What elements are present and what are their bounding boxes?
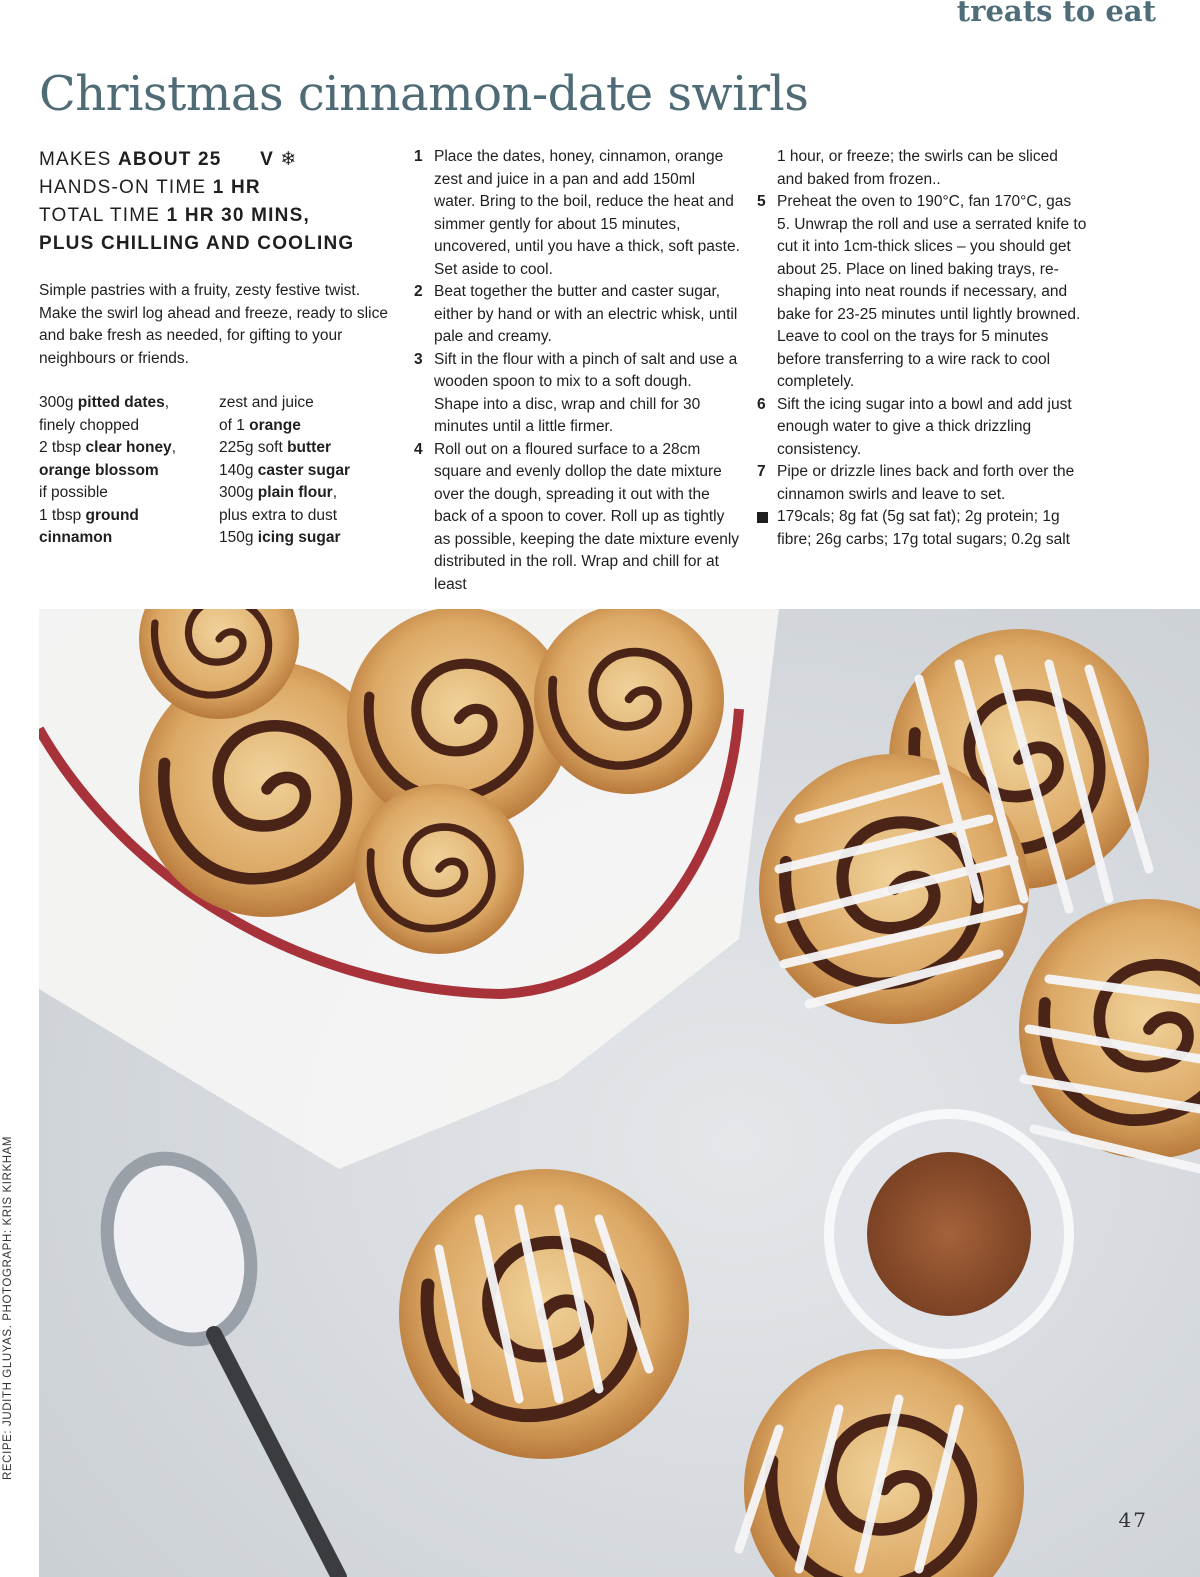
ingredient-name: orange blossom xyxy=(39,461,159,479)
ingredients-column-1 xyxy=(39,392,219,550)
ingredient-cinnamon xyxy=(39,505,219,528)
ingredient-note: finely chopped xyxy=(39,416,139,434)
makes-label: MAKES xyxy=(39,149,112,170)
ingredient-amount: 300g xyxy=(39,394,78,411)
total-time-line-2 xyxy=(39,230,409,258)
ingredient-name: butter xyxy=(287,439,331,456)
method-step-7 xyxy=(757,461,1087,506)
step-number: 5 xyxy=(757,193,766,210)
total-time-label: TOTAL TIME xyxy=(39,205,161,226)
ingredient-amount: 300g xyxy=(219,484,258,501)
ingredient-name: caster sugar xyxy=(257,461,350,479)
ingredient-note: zest and juice xyxy=(219,394,314,411)
ingredient-amount: 1 tbsp xyxy=(39,506,86,524)
ingredient-orange xyxy=(219,415,399,438)
ingredient-dates xyxy=(39,392,219,415)
hands-on-value: 1 HR xyxy=(212,177,261,198)
makes-line xyxy=(39,146,409,174)
page-number: 47 xyxy=(1118,1508,1148,1532)
method-step-2 xyxy=(414,281,740,349)
ingredients-list xyxy=(39,392,399,550)
ingredient-amount: 2 tbsp xyxy=(39,439,86,456)
recipe-intro: Simple pastries with a fruity, zesty festive twist. Make the swirl log ahead and freeze, ready to slice and bake fresh as needed, for gifting to your neighbours or friends. xyxy=(39,282,388,367)
method-step-4 xyxy=(414,439,740,597)
ingredient-amount: of 1 xyxy=(219,416,250,434)
step-text: Sift the icing sugar into a bowl and add just enough water to give a thick drizzling consistency. xyxy=(777,395,1072,458)
ingredient-name: pitted dates xyxy=(77,394,165,411)
method-column-1 xyxy=(414,146,740,596)
step-number: 3 xyxy=(414,350,423,368)
ingredient-note: if possible xyxy=(39,484,108,501)
method-step-1 xyxy=(414,146,740,281)
ingredient-honey xyxy=(39,437,219,460)
ingredient-name: clear honey xyxy=(85,439,172,456)
step-number: 6 xyxy=(757,395,766,413)
step-text: Beat together the butter and caster sugar, either by hand or with an electric whisk, until pale and creamy. xyxy=(434,283,738,345)
step-number: 7 xyxy=(757,463,766,480)
step-text: 1 hour, or freeze; the swirls can be sliced and baked from frozen.. xyxy=(777,148,1058,188)
total-time-extra: PLUS CHILLING AND COOLING xyxy=(39,233,355,254)
photo-credit: RECIPE: JUDITH GLUYAS. PHOTOGRAPH: KRIS KIRKHAM xyxy=(2,1135,14,1480)
step-number: 2 xyxy=(414,283,423,300)
nutrition-text: 179cals; 8g fat (5g sat fat); 2g protein; 1g fibre; 26g carbs; 17g total sugars; 0.2g salt xyxy=(777,508,1070,548)
ingredient-flour xyxy=(219,482,399,505)
step-number: 1 xyxy=(414,148,423,165)
ingredients-column-2 xyxy=(219,392,399,550)
ingredient-sugar xyxy=(219,460,399,483)
ingredient-note: plus extra to dust xyxy=(219,506,338,524)
method-column-2 xyxy=(757,146,1087,551)
step-text: Sift in the flour with a pinch of salt and use a wooden spoon to mix to a soft dough. Shape into a disc, wrap and chill for 30 minutes until a little firmer. xyxy=(434,350,738,435)
step-text: Roll out on a floured surface to a 28cm square and evenly dollop the date mixture over the dough, spreading it out with the back of a spoon to cover. Roll up as tightly as possible, keeping the date mixture evenly distributed in the roll. Wrap and chill for at least xyxy=(434,440,740,593)
step-text: Place the dates, honey, cinnamon, orange zest and juice in a pan and add 150ml water. Bring to the boil, reduce the heat and simmer gently for about 15 minutes, uncovered, until you have a thick, soft paste. Set aside to cool. xyxy=(434,148,740,278)
hands-on-label: HANDS-ON TIME xyxy=(39,177,207,198)
total-time-value: 1 HR 30 MINS, xyxy=(166,205,310,226)
nutrition-info xyxy=(757,506,1087,551)
method-step-3 xyxy=(414,349,740,439)
ingredient-amount: 140g xyxy=(219,461,258,479)
ingredient-name: plain flour xyxy=(257,484,333,501)
vegetarian-freezable-badge: V ❄ xyxy=(260,149,298,170)
ingredient-name: cinnamon xyxy=(39,529,113,546)
ingredient-icing xyxy=(219,527,399,550)
step-text: Pipe or drizzle lines back and forth over the cinnamon swirls and leave to set. xyxy=(777,463,1075,503)
hands-on-line xyxy=(39,174,409,202)
method-step-4-continued xyxy=(757,146,1087,191)
ingredient-name: ground xyxy=(85,506,139,524)
method-step-6 xyxy=(757,394,1087,462)
nutrition-bullet xyxy=(757,506,777,551)
recipe-meta xyxy=(39,146,409,258)
ingredient-honey-2 xyxy=(39,460,219,483)
method-step-5 xyxy=(757,191,1087,394)
ingredient-amount: 150g xyxy=(219,529,258,546)
ingredient-butter xyxy=(219,437,399,460)
ingredient-punct: , xyxy=(164,394,170,411)
ingredient-punct: , xyxy=(332,484,338,501)
ingredient-name: orange xyxy=(249,416,301,434)
step-number xyxy=(757,146,777,191)
step-text: Preheat the oven to 190°C, fan 170°C, gas 5. Unwrap the roll and use a serrated knife to cut it into 1cm-thick slices – you should get about 25. Place on lined baking trays, re-shaping into neat rounds if necessary, and bake for 23-25 minutes until lightly browned. Leave to cool on the trays for 5 minutes before transferring to a wire rack to cool completely. xyxy=(777,193,1087,390)
step-number: 4 xyxy=(414,440,423,458)
section-label: treats to eat xyxy=(956,0,1156,28)
square-bullet-icon xyxy=(757,512,768,523)
recipe-photo xyxy=(39,609,1200,1577)
ingredient-amount: 225g soft xyxy=(219,439,288,456)
makes-value: ABOUT 25 xyxy=(118,149,222,170)
ingredient-cinnamon-2 xyxy=(39,527,219,550)
ingredient-punct: , xyxy=(171,439,176,456)
total-time-line xyxy=(39,202,409,230)
ingredient-name: icing sugar xyxy=(257,529,341,546)
recipe-title: Christmas cinnamon-date swirls xyxy=(39,66,809,122)
